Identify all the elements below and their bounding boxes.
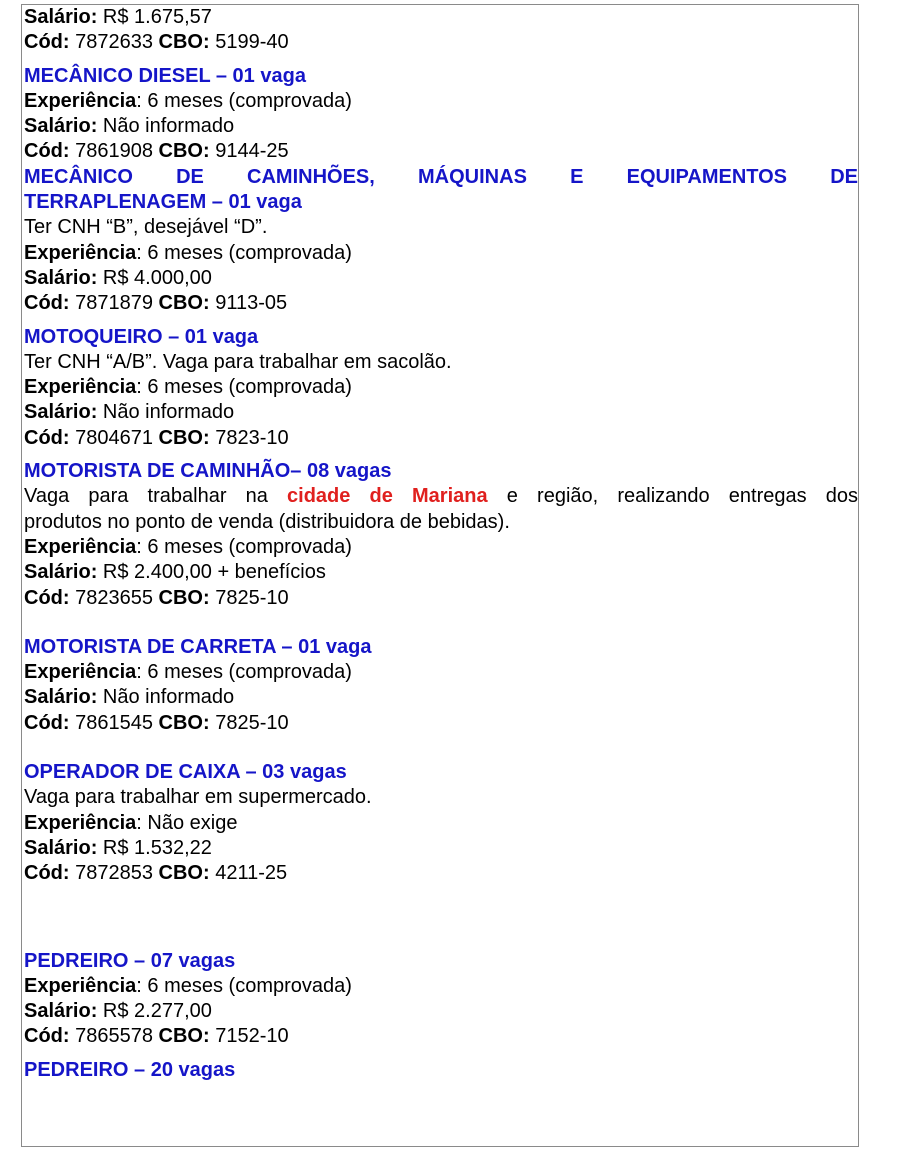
experience-label: Experiência: [24, 89, 137, 112]
experience-line: [24, 660, 858, 685]
cbo-label: CBO:: [158, 31, 210, 54]
salary-line: [24, 5, 858, 30]
experience-label: Experiência: [24, 811, 137, 834]
experience-value: : 6 meses (comprovada): [136, 376, 352, 399]
code-label: Cód:: [24, 292, 70, 315]
cbo-value: 5199-40: [209, 31, 289, 54]
salary-line: [24, 836, 858, 861]
job-description: Ter CNH “B”, desejável “D”.: [24, 216, 268, 239]
job-title: OPERADOR DE CAIXA – 03 vagas: [24, 761, 347, 784]
code-value: 7865578: [69, 1025, 159, 1048]
experience-line: [24, 375, 858, 400]
code-label: Cód:: [24, 711, 70, 734]
experience-value: : 6 meses (comprovada): [136, 241, 352, 264]
salary-value: R$ 2.277,00: [97, 1000, 212, 1023]
cbo-value: 7152-10: [209, 1025, 289, 1048]
salary-label: Salário:: [24, 401, 98, 424]
code-label: Cód:: [24, 586, 70, 609]
job-description: [24, 484, 858, 509]
salary-label: Salário:: [24, 115, 98, 138]
experience-label: Experiência: [24, 535, 137, 558]
cbo-label: CBO:: [158, 140, 210, 163]
code-line: [24, 586, 858, 611]
code-value: 7872853: [69, 862, 159, 885]
salary-line: [24, 400, 858, 425]
salary-label: Salário:: [24, 6, 98, 28]
experience-label: Experiência: [24, 241, 137, 264]
cbo-value: 7823-10: [209, 426, 289, 449]
experience-line: [24, 811, 858, 836]
code-value: 7861908: [69, 140, 159, 163]
code-value: 7823655: [69, 586, 159, 609]
salary-label: Salário:: [24, 686, 98, 709]
cbo-value: 7825-10: [209, 586, 289, 609]
job-title-continued: TERRAPLENAGEM – 01 vaga: [24, 191, 302, 214]
job-title: MOTOQUEIRO – 01 vaga: [24, 325, 259, 348]
experience-value: : 6 meses (comprovada): [136, 661, 352, 684]
cbo-value: 9113-05: [209, 292, 288, 315]
salary-value: R$ 4.000,00: [97, 266, 212, 289]
experience-line: [24, 535, 858, 560]
code-label: Cód:: [24, 426, 70, 449]
code-value: 7871879: [69, 292, 159, 315]
cbo-value: 4211-25: [209, 862, 288, 885]
code-value: 7872633: [69, 31, 159, 54]
code-label: Cód:: [24, 862, 70, 885]
code-line: [24, 861, 858, 886]
salary-label: Salário:: [24, 266, 98, 289]
code-label: Cód:: [24, 31, 70, 54]
job-title: MECÂNICO DE CAMINHÕES, MÁQUINAS E EQUIPAMENTOS DE: [24, 165, 858, 188]
cbo-label: CBO:: [158, 586, 210, 609]
cbo-label: CBO:: [158, 426, 210, 449]
job-title: PEDREIRO – 07 vagas: [24, 949, 236, 972]
code-line: [24, 711, 858, 736]
experience-value: : Não exige: [136, 811, 238, 834]
code-label: Cód:: [24, 140, 70, 163]
code-label: Cód:: [24, 1025, 70, 1048]
code-line: [24, 1024, 858, 1049]
salary-value: Não informado: [97, 115, 235, 138]
experience-label: Experiência: [24, 661, 137, 684]
job-title: MOTORISTA DE CAMINHÃO– 08 vagas: [24, 460, 392, 483]
experience-line: [24, 241, 858, 266]
cbo-label: CBO:: [158, 711, 210, 734]
code-line: [24, 139, 858, 164]
salary-value: R$ 2.400,00 + benefícios: [97, 561, 326, 584]
location-highlight: cidade de Mariana: [287, 485, 488, 508]
experience-line: [24, 974, 858, 999]
job-description-continued: produtos no ponto de venda (distribuidora de bebidas).: [24, 510, 510, 533]
code-value: 7861545: [69, 711, 159, 734]
job-description: Vaga para trabalhar em supermercado.: [24, 786, 372, 809]
job-title: MOTORISTA DE CARRETA – 01 vaga: [24, 635, 372, 658]
job-title: MECÂNICO DIESEL – 01 vaga: [24, 64, 306, 87]
experience-value: : 6 meses (comprovada): [136, 974, 352, 997]
salary-line: [24, 266, 858, 291]
experience-value: : 6 meses (comprovada): [136, 535, 352, 558]
description-text: Vaga para trabalhar na: [24, 485, 288, 508]
code-line: [24, 30, 858, 55]
experience-value: : 6 meses (comprovada): [136, 89, 352, 112]
salary-value: Não informado: [97, 401, 235, 424]
description-text: e região, realizando entregas dos: [487, 485, 859, 508]
salary-value: R$ 1.532,22: [97, 836, 212, 859]
cbo-label: CBO:: [158, 1025, 210, 1048]
cbo-value: 7825-10: [209, 711, 289, 734]
salary-line: [24, 685, 858, 710]
experience-label: Experiência: [24, 974, 137, 997]
salary-value: Não informado: [97, 686, 235, 709]
code-line: [24, 426, 858, 451]
salary-label: Salário:: [24, 561, 98, 584]
salary-label: Salário:: [24, 1000, 98, 1023]
experience-label: Experiência: [24, 376, 137, 399]
salary-line: [24, 560, 858, 585]
salary-line: [24, 114, 858, 139]
code-value: 7804671: [69, 426, 159, 449]
job-listings: [24, 5, 858, 1083]
experience-line: [24, 89, 858, 114]
job-description: Ter CNH “A/B”. Vaga para trabalhar em sacolão.: [24, 350, 452, 373]
salary-value: R$ 1.675,57: [97, 6, 212, 28]
cbo-label: CBO:: [158, 292, 210, 315]
cbo-label: CBO:: [158, 862, 210, 885]
salary-label: Salário:: [24, 836, 98, 859]
cbo-value: 9144-25: [209, 140, 289, 163]
code-line: [24, 291, 858, 316]
salary-line: [24, 999, 858, 1024]
job-title: PEDREIRO – 20 vagas: [24, 1058, 236, 1081]
